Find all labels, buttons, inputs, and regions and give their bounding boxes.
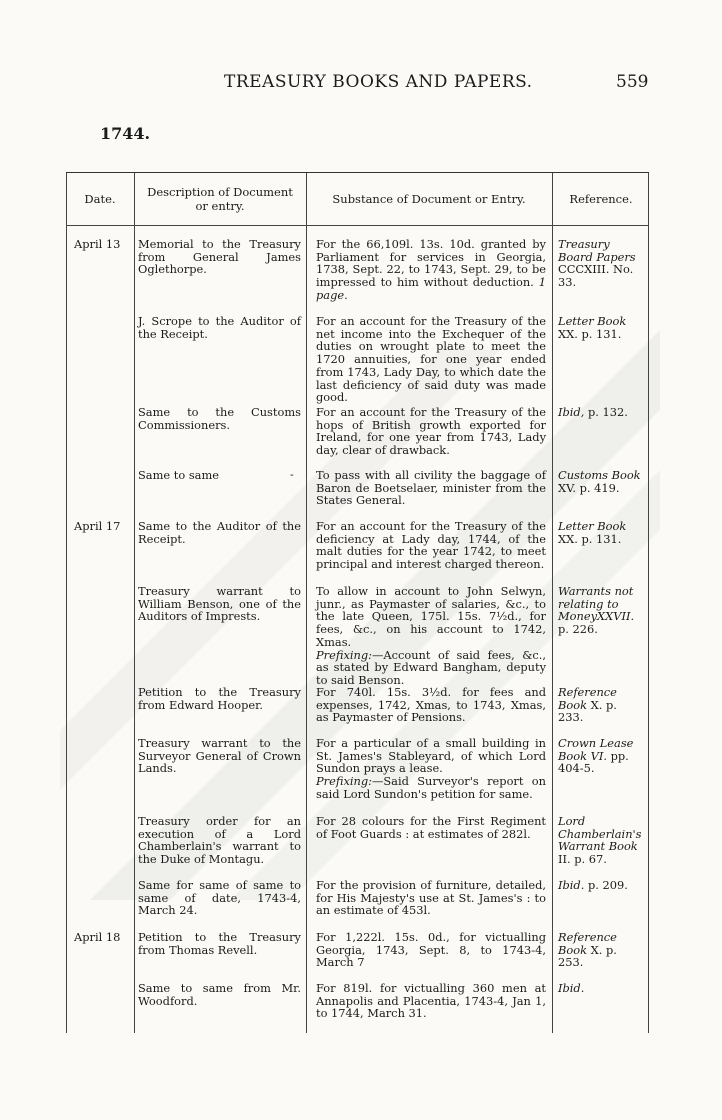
entry-reference-title: Reference Book (558, 685, 617, 712)
entry-substance (316, 879, 546, 917)
entry-reference (558, 982, 644, 995)
entry-substance (316, 982, 546, 1020)
prefixing-label: Prefixing: (316, 774, 372, 789)
entry-reference (558, 931, 644, 969)
entry-reference-title: Letter Book (558, 519, 627, 533)
year-heading: 1744. (100, 124, 151, 143)
entry-reference-locator: p. 226. (558, 622, 598, 637)
prefixing-label: Prefixing: (316, 647, 372, 662)
entry-reference-locator: XX. p. 131. (558, 326, 622, 341)
entry-description: Same to same (138, 468, 219, 482)
column-rule (648, 173, 649, 1033)
entry-substance-text: For 28 colours for the First Regiment of Foot Guards : at estimates of 282l. (316, 814, 546, 841)
page-number: 559 (616, 72, 649, 92)
entry-substance-text: For 1,222l. 15s. 0d., for victualling Georgia, 1743, Sept. 8, to 1743-4, March 7 (316, 930, 546, 970)
entry-date: April 17 (74, 519, 121, 533)
running-head (0, 72, 722, 94)
entry-reference (558, 815, 644, 866)
column-header-description: Description of Document or entry. (147, 185, 293, 213)
entry-description: Same for same of same to same of date, 1743-4, March 24. (138, 878, 301, 918)
entry-reference-title: Letter Book (558, 314, 627, 328)
entry-reference-locator: p. 209. (587, 878, 628, 892)
entry-substance (316, 520, 546, 571)
entry-reference-locator: XX. p. 131. (558, 531, 622, 546)
entry-description: Treasury order for an execution of a Lord Chamberlain's warrant to the Duke of Montagu. (138, 814, 301, 867)
entry-description: Same to the Auditor of the Receipt. (138, 519, 301, 546)
entry-reference (558, 737, 644, 775)
entry-description: Petition to the Treasury from Thomas Revell. (138, 930, 301, 957)
entry-reference-title: Lord Chamberlain's Warrant Book (558, 814, 642, 854)
ledger-table (66, 172, 649, 1033)
entry-reference (558, 406, 644, 419)
column-header-reference: Reference. (569, 192, 633, 206)
column-rule (306, 173, 307, 1033)
entry-substance-text: To allow in account to John Selwyn, junr., as Paymaster of salaries, &c., to the late Queen, 175l. 15s. 7½d., for fees, &c., on his account to 1742, Xmas. (316, 584, 546, 649)
entry-reference (558, 469, 644, 494)
column-rule (66, 173, 67, 1033)
entry-substance (316, 469, 546, 507)
entry-substance-text: For the provision of furniture, detailed, for His Majesty's use at St. James's : to an estimate of 453l. (316, 878, 546, 918)
entry-substance-text: To pass with all civility the baggage of Baron de Boetselaer, minister from the States General. (316, 468, 546, 508)
entry-substance (316, 406, 546, 457)
entry-date: April 13 (74, 237, 121, 251)
entry-description: J. Scrope to the Auditor of the Receipt. (138, 314, 301, 341)
column-rule (552, 173, 553, 1033)
entry-reference (558, 879, 644, 892)
entry-description: Treasury warrant to the Surveyor General of Crown Lands. (138, 736, 301, 776)
entry-reference-title: Ibid, (558, 405, 585, 419)
entry-substance-note: 1 page. (316, 275, 546, 302)
entry-description: Same to the Customs Commissioners. (138, 405, 301, 432)
header-rule (66, 225, 649, 226)
prefixing-text: —Said Surveyor's report on said Lord Sundon's petition for same. (316, 774, 546, 801)
entry-substance (316, 315, 546, 404)
entry-substance (316, 585, 546, 687)
entry-substance-text: For an account for the Treasury of the net income into the Exchequer of the duties on wrought plate to meet the 1720 annuities, for one year ended from 1743, Lady Day, to which date the last deficiency of said duty was made good. (316, 314, 546, 405)
entry-substance-text: For 819l. for victualling 360 men at Annapolis and Placentia, 1743-4, Jan 1, to 1744, March 31. (316, 981, 546, 1021)
entry-reference-locator: pp. 404-5. (558, 748, 629, 776)
entry-description: Same to same from Mr. Woodford. (138, 981, 301, 1008)
entry-reference-title: Reference Book (558, 930, 617, 957)
entry-reference-title: Ibid. (558, 878, 585, 892)
entry-substance (316, 238, 546, 302)
ditto-mark: - (290, 468, 294, 481)
entry-reference (558, 520, 644, 545)
entry-substance-text: For the 66,109l. 13s. 10d. granted by Parliament for services in Georgia, 1738, Sept. 22, to 1743, Sept. 29, to be impressed to him without deduction. (316, 237, 546, 290)
entry-reference (558, 238, 644, 289)
entry-substance (316, 737, 546, 801)
entry-reference-locator: X. p. 233. (558, 697, 617, 725)
entry-description: Treasury warrant to William Benson, one of the Auditors of Imprests. (138, 584, 301, 624)
column-header-date: Date. (84, 192, 116, 206)
entry-substance-text: For 740l. 15s. 3½d. for fees and expenses, 1742, Xmas, to 1743, Xmas, as Paymaster of Pensions. (316, 685, 546, 725)
entry-substance (316, 931, 546, 969)
entry-description: Petition to the Treasury from Edward Hooper. (138, 685, 301, 712)
entry-reference-locator: II. p. 67. (558, 852, 607, 867)
entry-reference-title: Ibid. (558, 981, 585, 995)
entry-date: April 18 (74, 930, 121, 944)
entry-reference-locator: CCCXIII. No. 33. (558, 262, 634, 290)
entry-substance-text: For a particular of a small building in St. James's Stableyard, of which Lord Sundon prays a lease. (316, 736, 546, 776)
entry-substance (316, 815, 546, 840)
entry-reference-title: Warrants not relating to MoneyXXVII. (558, 584, 635, 624)
entry-reference (558, 315, 644, 340)
column-rule (134, 173, 135, 1033)
entry-description: Memorial to the Treasury from General James Oglethorpe. (138, 237, 301, 277)
column-header-substance: Substance of Document or Entry. (332, 192, 526, 206)
entry-reference-locator: XV. p. 419. (558, 480, 620, 495)
entry-reference-title: Customs Book (558, 468, 641, 482)
entry-substance-text: For an account for the Treasury of the deficiency at Lady day, 1744, of the malt duties for the year 1742, to meet principal and interest charged thereon. (316, 519, 546, 572)
entry-reference-title: Crown Lease Book VI. (558, 736, 634, 763)
prefixing-text: —Account of said fees, &c., as stated by Edward Bangham, deputy to said Benson. (316, 647, 546, 687)
entry-reference (558, 686, 644, 724)
entry-reference-locator: p. 132. (587, 405, 628, 419)
entry-reference-title: Treasury Board Papers (558, 237, 636, 264)
entry-substance (316, 686, 546, 724)
entry-reference (558, 585, 644, 636)
running-title: TREASURY BOOKS AND PAPERS. (224, 72, 533, 92)
entry-reference-locator: X. p. 253. (558, 942, 617, 970)
entry-substance-text: For an account for the Treasury of the hops of British growth exported for Ireland, for one year from 1743, Lady day, clear of drawback. (316, 405, 546, 458)
